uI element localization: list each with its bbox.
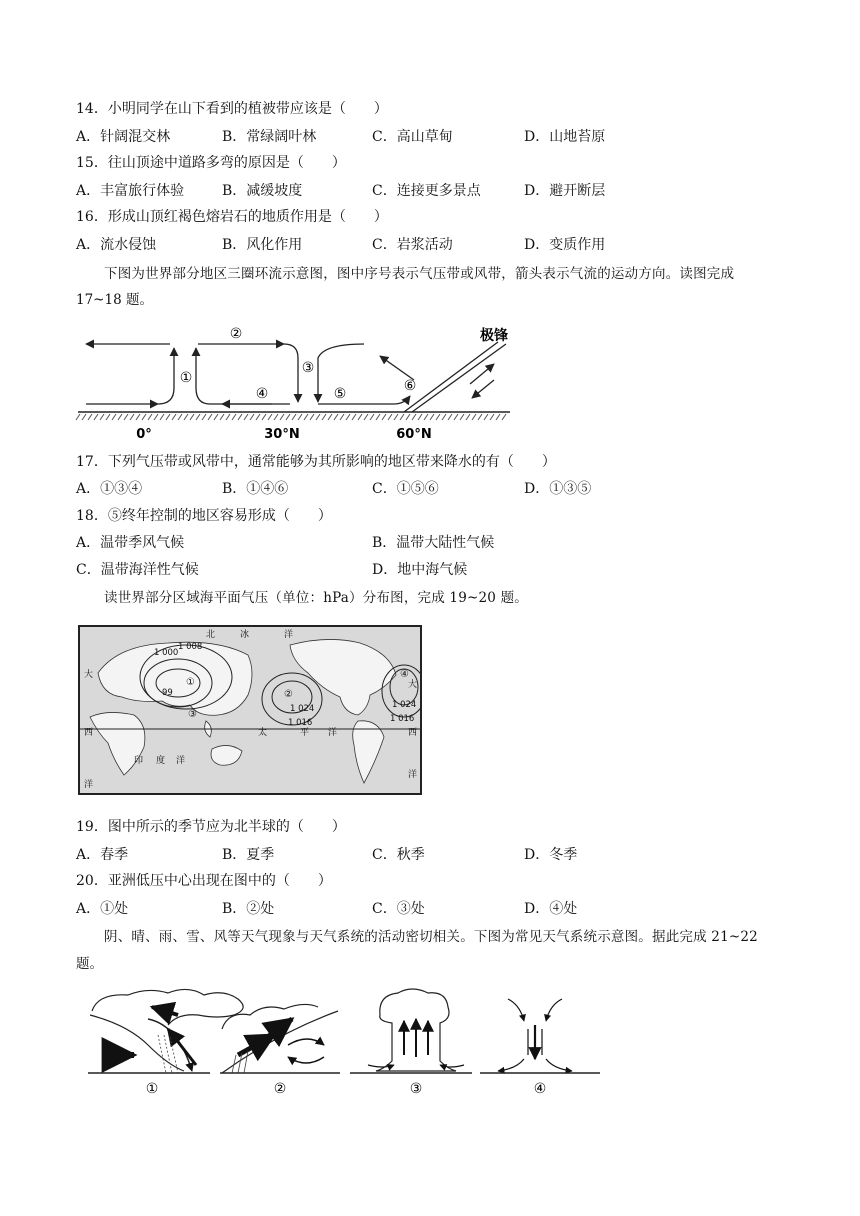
q18-option-c: C．温带海洋性气候 (76, 562, 199, 578)
isobar-label-1016-a: 1 016 (288, 718, 313, 728)
weather-label-3: ③ (409, 1081, 423, 1097)
q15-option-c: C．连接更多景点 (372, 183, 481, 199)
circulation-marker-3: ③ (301, 360, 315, 376)
weather-label-2: ② (273, 1081, 287, 1097)
weather-panel-1 (88, 989, 243, 1097)
ocean-label-east-da: 大 (408, 680, 418, 690)
weather-systems-diagram (88, 985, 608, 1097)
weather-label-1: ① (145, 1081, 159, 1097)
q14-option-c: C．高山草甸 (372, 129, 453, 145)
q16-option-d: D．变质作用 (524, 237, 606, 253)
q18-option-a: A．温带季风气候 (76, 535, 185, 551)
circulation-marker-5: ⑤ (333, 386, 347, 402)
q14-option-b: B．常绿阔叶林 (222, 129, 317, 145)
pressure-map (78, 625, 422, 795)
question-18-stem: 18．⑤终年控制的地区容易形成（ ） (76, 508, 332, 524)
ocean-label-atlantic-yang: 洋 (84, 780, 94, 790)
q20-option-a: A．①处 (76, 901, 129, 917)
circulation-marker-4: ④ (255, 386, 269, 402)
isobar-label-1000: 1 000 (154, 648, 179, 658)
ocean-label-atlantic-da: 大 (84, 670, 94, 680)
ocean-label-indian-yin: 印 (134, 756, 144, 766)
circulation-diagram (74, 322, 514, 444)
question-17-stem: 17．下列气压带或风带中，通常能够为其所影响的地区带来降水的有（ ） (76, 454, 556, 470)
q17-option-b: B．①④⑥ (222, 481, 289, 497)
ocean-label-indian-yang: 洋 (176, 756, 186, 766)
q20-option-d: D．④处 (524, 901, 578, 917)
isobar-label-1024-a: 1 024 (290, 704, 315, 714)
q15-option-b: B．减缓坡度 (222, 183, 303, 199)
latitude-label-60n: 60°N (396, 427, 432, 442)
weather-label-4: ④ (533, 1081, 547, 1097)
q15-option-a: A．丰富旅行体验 (76, 183, 185, 199)
pressure-marker-4: ④ (400, 669, 409, 680)
isobar-label-1016-b: 1 016 (390, 714, 415, 724)
ocean-label-ice: 冰 (240, 630, 250, 640)
pressure-marker-3: ③ (188, 709, 197, 720)
ocean-label-pacific-yang: 洋 (328, 728, 338, 738)
ocean-label-pacific-tai: 太 (258, 728, 268, 738)
q19-option-b: B．夏季 (222, 847, 275, 863)
polar-front-label: 极锋 (480, 328, 508, 344)
pressure-marker-1: ① (186, 677, 195, 688)
q19-option-d: D．冬季 (524, 847, 578, 863)
question-20-stem: 20．亚洲低压中心出现在图中的（ ） (76, 873, 332, 889)
q16-option-b: B．风化作用 (222, 237, 303, 253)
q17-option-a: A．①③④ (76, 481, 143, 497)
q16-option-c: C．岩浆活动 (372, 237, 453, 253)
isobar-label-1024-b: 1 024 (392, 700, 417, 710)
circulation-marker-1: ① (179, 370, 193, 386)
question-15-stem: 15．往山顶途中道路多弯的原因是（ ） (76, 155, 346, 171)
q19-option-a: A．春季 (76, 847, 129, 863)
weather-panel-3 (350, 989, 472, 1097)
ocean-label-east-yang: 洋 (408, 770, 418, 780)
ocean-label-atlantic-xi: 西 (84, 728, 94, 738)
q14-option-d: D．山地苔原 (524, 129, 606, 145)
ocean-label-pacific-ping: 平 (300, 728, 310, 738)
intro-21-22-line1: 阴、晴、雨、雪、风等天气现象与天气系统的活动密切相关。下图为常见天气系统示意图。据此完成 21~22 (104, 929, 758, 945)
ocean-label-indian-du: 度 (156, 756, 166, 766)
intro-17-18-line2: 17~18 题。 (76, 292, 153, 308)
intro-17-18-line1: 下图为世界部分地区三圈环流示意图，图中序号表示气压带或风带，箭头表示气流的运动方向。读图完成 (104, 266, 735, 282)
question-14-stem: 14．小明同学在山下看到的植被带应该是（ ） (76, 101, 388, 117)
latitude-label-30n: 30°N (264, 427, 300, 442)
weather-panel-2 (220, 1004, 340, 1097)
q20-option-b: B．②处 (222, 901, 275, 917)
q17-option-c: C．①⑤⑥ (372, 481, 439, 497)
ocean-label-arctic-ocean: 洋 (284, 630, 294, 640)
question-19-stem: 19．图中所示的季节应为北半球的（ ） (76, 819, 346, 835)
q18-option-d: D．地中海气候 (372, 562, 468, 578)
q15-option-d: D．避开断层 (524, 183, 606, 199)
q20-option-c: C．③处 (372, 901, 425, 917)
isobar-label-1008: 1 008 (178, 642, 203, 652)
q17-option-d: D．①③⑤ (524, 481, 592, 497)
pressure-marker-2: ② (284, 689, 293, 700)
latitude-label-0: 0° (136, 427, 152, 442)
question-16-stem: 16．形成山顶红褐色熔岩石的地质作用是（ ） (76, 209, 388, 225)
q18-option-b: B．温带大陆性气候 (372, 535, 495, 551)
intro-21-22-line2: 题。 (76, 956, 103, 972)
ocean-label-east-xi: 西 (408, 728, 418, 738)
circulation-marker-6: ⑥ (403, 378, 417, 394)
weather-panel-4 (480, 999, 600, 1097)
q14-option-a: A．针阔混交林 (76, 129, 171, 145)
q19-option-c: C．秋季 (372, 847, 425, 863)
ocean-label-north: 北 (206, 630, 216, 640)
q16-option-a: A．流水侵蚀 (76, 237, 157, 253)
intro-19-20: 读世界部分区域海平面气压（单位：hPa）分布图，完成 19~20 题。 (104, 590, 528, 606)
isobar-extra-99: 99 (162, 688, 173, 698)
circulation-marker-2: ② (229, 326, 243, 342)
